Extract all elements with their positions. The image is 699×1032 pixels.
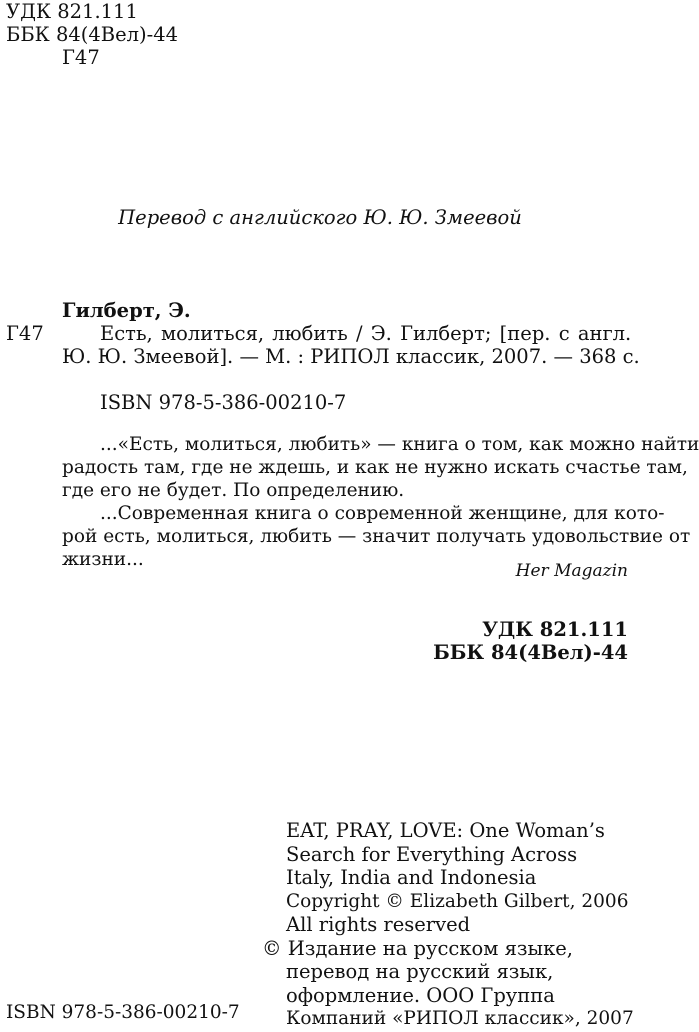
copyright-line: Italy, India and Indonesia — [286, 866, 537, 889]
annotation-line: радость там, где не ждешь, и как не нужно искать счастье там, — [62, 457, 688, 478]
annotation-line: где его не будет. По определению. — [62, 480, 405, 501]
bbk-code-bottom: ББК 84(4Вел)-44 — [433, 641, 628, 664]
catalog-isbn: ISBN 978-5-386-00210-7 — [100, 391, 347, 414]
copyright-line: оформление. ООО Группа — [286, 983, 555, 1007]
copyright-line: Search for Everything Across — [286, 842, 578, 866]
copyright-line: EAT, PRAY, LOVE: One Woman’s — [286, 819, 605, 842]
copyright-line: © Издание на русском языке, — [262, 936, 574, 960]
bbk-code-top: ББК 84(4Вел)-44 — [6, 23, 179, 46]
bottom-isbn: ISBN 978-5-386-00210-7 — [6, 1002, 240, 1023]
copyright-line: перевод на русский язык, — [286, 960, 554, 983]
copyright-line: Компаний «РИПОЛ классик», 2007 — [286, 1008, 634, 1029]
annotation-line: ...Современная книга о современной женщине, для кото- — [100, 503, 665, 524]
catalog-author: Гилберт, Э. — [62, 299, 191, 322]
catalog-line-2: Ю. Ю. Змеевой]. — М. : РИПОЛ классик, 2007. — 368 с. — [62, 345, 640, 368]
copyright-block — [262, 819, 634, 1031]
udk-code-bottom: УДК 821.111 — [482, 618, 628, 641]
translator-line: Перевод с английского Ю. Ю. Змеевой — [118, 206, 522, 229]
catalog-sign: Г47 — [6, 322, 44, 345]
copyright-line: All rights reserved — [286, 913, 471, 936]
catalog-line-1: Есть, молиться, любить / Э. Гилберт; [пер. с англ. — [100, 322, 632, 345]
annotation-line: ...«Есть, молиться, любить» — книга о том, как можно найти — [100, 434, 699, 455]
annotation-line: жизни... — [62, 549, 144, 570]
annotation-source: Her Magazin — [515, 561, 628, 581]
udk-code-top: УДК 821.111 — [6, 0, 138, 23]
copyright-line: Copyright © Elizabeth Gilbert, 2006 — [286, 890, 629, 912]
annotation-line: рой есть, молиться, любить — значит получать удовольствие от — [62, 526, 691, 547]
author-sign-top: Г47 — [62, 46, 100, 69]
